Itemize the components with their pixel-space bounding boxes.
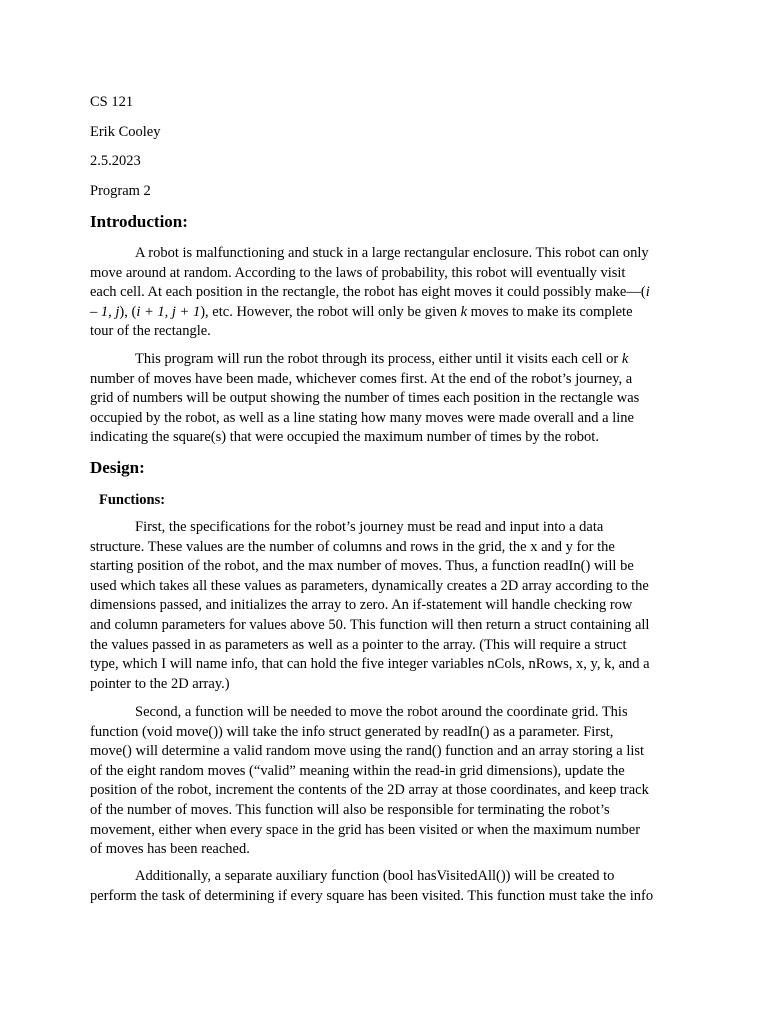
text-run: of moves has been reached. xyxy=(90,841,250,858)
text-run: position of the robot, increment the contents of the 2D array at those coordinates, and keep track xyxy=(90,782,649,799)
text-run: indicating the square(s) that were occupied the maximum number of times by the robot. xyxy=(90,429,599,446)
text-run: grid of numbers will be output showing the number of times each position in the rectangle was xyxy=(90,390,640,407)
text-run: ), ( xyxy=(119,303,137,320)
text-run: function (void move()) will take the info struct generated by readIn() as a parameter. First, xyxy=(90,723,614,740)
text-run: move around at random. According to the laws of probability, this robot will eventually visit xyxy=(90,264,626,281)
text-run: tour of the rectangle. xyxy=(90,323,211,340)
introduction-heading: Introduction: xyxy=(90,212,188,231)
text-run: ), etc. However, the robot will only be given xyxy=(200,303,461,320)
text-run: occupied by the robot, as well as a line stating how many moves were made overall and a line xyxy=(90,409,634,426)
text-run: Second, a function will be needed to move the robot around the coordinate grid. This xyxy=(135,704,628,720)
math-italic-run: k xyxy=(621,351,629,367)
course-line: CS 121 xyxy=(90,94,134,110)
text-run: structure. These values are the number of columns and rows in the grid, the x and y for the xyxy=(90,538,615,555)
text-run: perform the task of determining if every square has been visited. This function must take the info xyxy=(90,887,654,904)
text-run: used which takes all these values as parameters, dynamically creates a 2D array according to the xyxy=(90,577,649,594)
math-italic-run: – 1, j xyxy=(90,303,120,320)
math-italic-run: i xyxy=(645,284,650,301)
math-italic-run: i + 1, j + 1 xyxy=(136,303,201,320)
design-paragraph-1 xyxy=(90,518,680,694)
text-run: of the eight random moves (“valid” meaning within the read-in grid dimensions), update the xyxy=(90,762,625,779)
design-paragraph-2 xyxy=(90,703,680,860)
text-run: of the number of moves. This function will also be responsible for terminating the robot’s xyxy=(90,801,610,818)
assignment-line: Program 2 xyxy=(90,183,151,199)
text-run: First, the specifications for the robot’s journey must be read and input into a data xyxy=(135,519,604,535)
introduction-paragraph-1 xyxy=(90,244,680,342)
text-run: move() will determine a valid random move using the rand() function and an array storing a list xyxy=(90,743,645,760)
author-line: Erik Cooley xyxy=(90,124,161,140)
text-run: each cell. At each position in the rectangle, the robot has eight moves it could possibly make—( xyxy=(90,284,646,301)
text-run: number of moves have been made, whichever comes first. At the end of the robot’s journey, a xyxy=(90,370,633,387)
text-run: and column parameters for values above 50. This function will then return a struct containing all xyxy=(90,616,650,633)
text-run: movement, either when every space in the grid has been visited or when the maximum number xyxy=(90,821,641,838)
design-heading: Design: xyxy=(90,458,145,477)
text-run: pointer to the 2D array.) xyxy=(90,675,230,692)
text-run: starting position of the robot, and the max number of moves. Thus, a function readIn() will be xyxy=(90,558,634,575)
date-line: 2.5.2023 xyxy=(90,153,141,169)
text-run: the values passed in as parameters as well as a pointer to the array. (This will require a struct xyxy=(90,636,627,653)
math-italic-run: k xyxy=(460,303,468,320)
text-run: dimensions passed, and initializes the array to zero. An if-statement will handle checking row xyxy=(90,597,633,614)
text-run: A robot is malfunctioning and stuck in a large rectangular enclosure. This robot can only xyxy=(135,245,649,261)
introduction-paragraph-2 xyxy=(90,350,680,448)
text-run: This program will run the robot through its process, either until it visits each cell or xyxy=(135,351,622,367)
design-paragraph-3 xyxy=(90,867,680,906)
text-run: type, which I will name info, that can hold the five integer variables nCols, nRows, x, y, k, and a xyxy=(90,656,650,673)
text-run: Additionally, a separate auxiliary function (bool hasVisitedAll()) will be created to xyxy=(135,868,615,884)
text-run: moves to make its complete xyxy=(467,303,633,320)
functions-subheading: Functions: xyxy=(99,492,166,508)
